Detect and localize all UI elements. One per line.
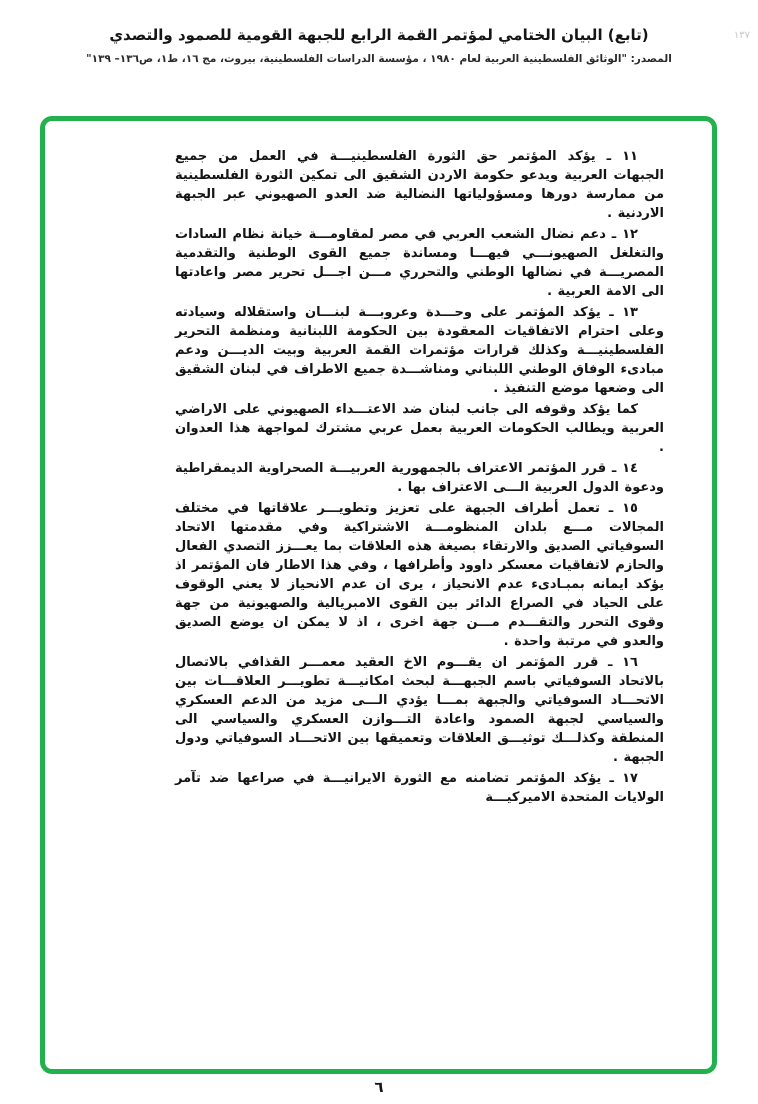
body-paragraph-15: ١٥ ـ تعمل أطراف الجبهة على تعزيز وتطويـــر علاقاتها في مختلف المجالات مـــع بلدان المنظومـــة الاشتراكية وفي مقدمتها الاتحاد السوفياتي الصديق والارتقاء بصيغة هذه العلاقات بما يعـــزز التصدي الفعال والحازم لاتفاقيات معسكر داوود وأطرافها ، وفي هذا الاطار فان المؤتمر اذ يؤكد ايمانه بمبـادىء عدم الانحياز ، يرى ان عدم الانحياز لا يعني الوقوف على الحياد في الصراع الدائر بين القوى الامبريالية والصهيونية من جهة وقوى التحرر والتقـــدم مـــن جهة اخرى ، اذ لا يمكن ان يوضع الصديق والعدو في مرتبة واحدة . <box>175 501 664 649</box>
body-paragraph-13: ١٣ ـ يؤكد المؤتمر على وحـــدة وعروبـــة لبنـــان واستقلاله وسيادته وعلى احترام الاتفاقيات المعقودة بين الحكومة اللبنانية ومنظمة التحرير الفلسطينيـــة وكذلك قرارات مؤتمرات القمة العربية وبيت الديـــن ودعم مبادىء الوفاق الوطني اللبناني ومناشـــدة جميع الاطراف في لبنان الشقيق الى وضعها موضع التنفيذ . <box>175 305 664 396</box>
body-paragraph-12: ١٢ ـ دعم نضال الشعب العربي في مصر لمقاومـــة خيانة نظام السادات والتغلغل الصهيونـــي فيهـــا ومساندة جميع القوى الوطنية والتقدمية المصريـــة في نضالها الوطني والتحرري مـــن اجـــل تحرير مصر واعادتها الى الامة العربية . <box>175 227 664 299</box>
source-line: المصدر: "الوثائق الفلسطينية العربية لعام ١٩٨٠ ، مؤسسة الدراسات الفلسطينية، بيروت، مج ١٦، ط١، ص١٣٦– ١٣٩" <box>86 53 672 65</box>
body-paragraph-11: ١١ ـ يؤكد المؤتمر حق الثورة الفلسطينيـــة في العمل من جميع الجبهات العربية ويدعو حكومة الاردن الشقيق الى تمكين الثورة الفلسطينية من ممارسة دورها ومسؤولياتها النضالية ضد العدو الصهيوني عبر الجبهة الاردنية . <box>175 149 664 221</box>
content-frame <box>40 116 717 1074</box>
body-paragraph-16: ١٦ ـ قرر المؤتمر ان يقـــوم الاخ العقيد معمـــر القذافي بالاتصال بالاتحاد السوفياتي باسم الجبهـــة لبحث امكانيـــة تطويـــر العلاقـــات بين الاتحـــاد السوفياتي والجبهة بمـــا يؤدي الـــى مزيد من الدعم العسكري والسياسي لجبهة الصمود واعادة التـــوازن العسكري والسياسي الى المنطقة وكذلـــك توثيـــق العلاقات وتعميقها بين الاتحـــاد السوفياتي ودول الجبهة . <box>175 655 664 765</box>
document-page <box>0 26 758 1104</box>
corner-page-number: ١٣٧ <box>733 30 750 41</box>
body-paragraph-17: ١٧ ـ يؤكد المؤتمر تضامنه مع الثورة الايرانيـــة في صراعها ضد تآمر الولايات المتحدة الاميركيـــة <box>175 771 664 805</box>
body-paragraph-13b: كما يؤكد وقوفه الى جانب لبنان ضد الاعتـــداء الصهيوني على الاراضي العربية ويطالب الحكومات العربية بعمل عربي مشترك لمواجهة هذا العدوان . <box>175 402 664 455</box>
body-text <box>45 121 712 817</box>
page-number: ٦ <box>374 1078 384 1096</box>
body-paragraph-14: ١٤ ـ قرر المؤتمر الاعتراف بالجمهورية العربيـــة الصحراوية الديمقراطية ودعوة الدول العربية الـــى الاعتراف بها . <box>175 461 664 495</box>
page-title: (تابع) البيان الختامي لمؤتمر القمة الرابع للجبهة القومية للصمود والتصدي <box>109 26 649 44</box>
